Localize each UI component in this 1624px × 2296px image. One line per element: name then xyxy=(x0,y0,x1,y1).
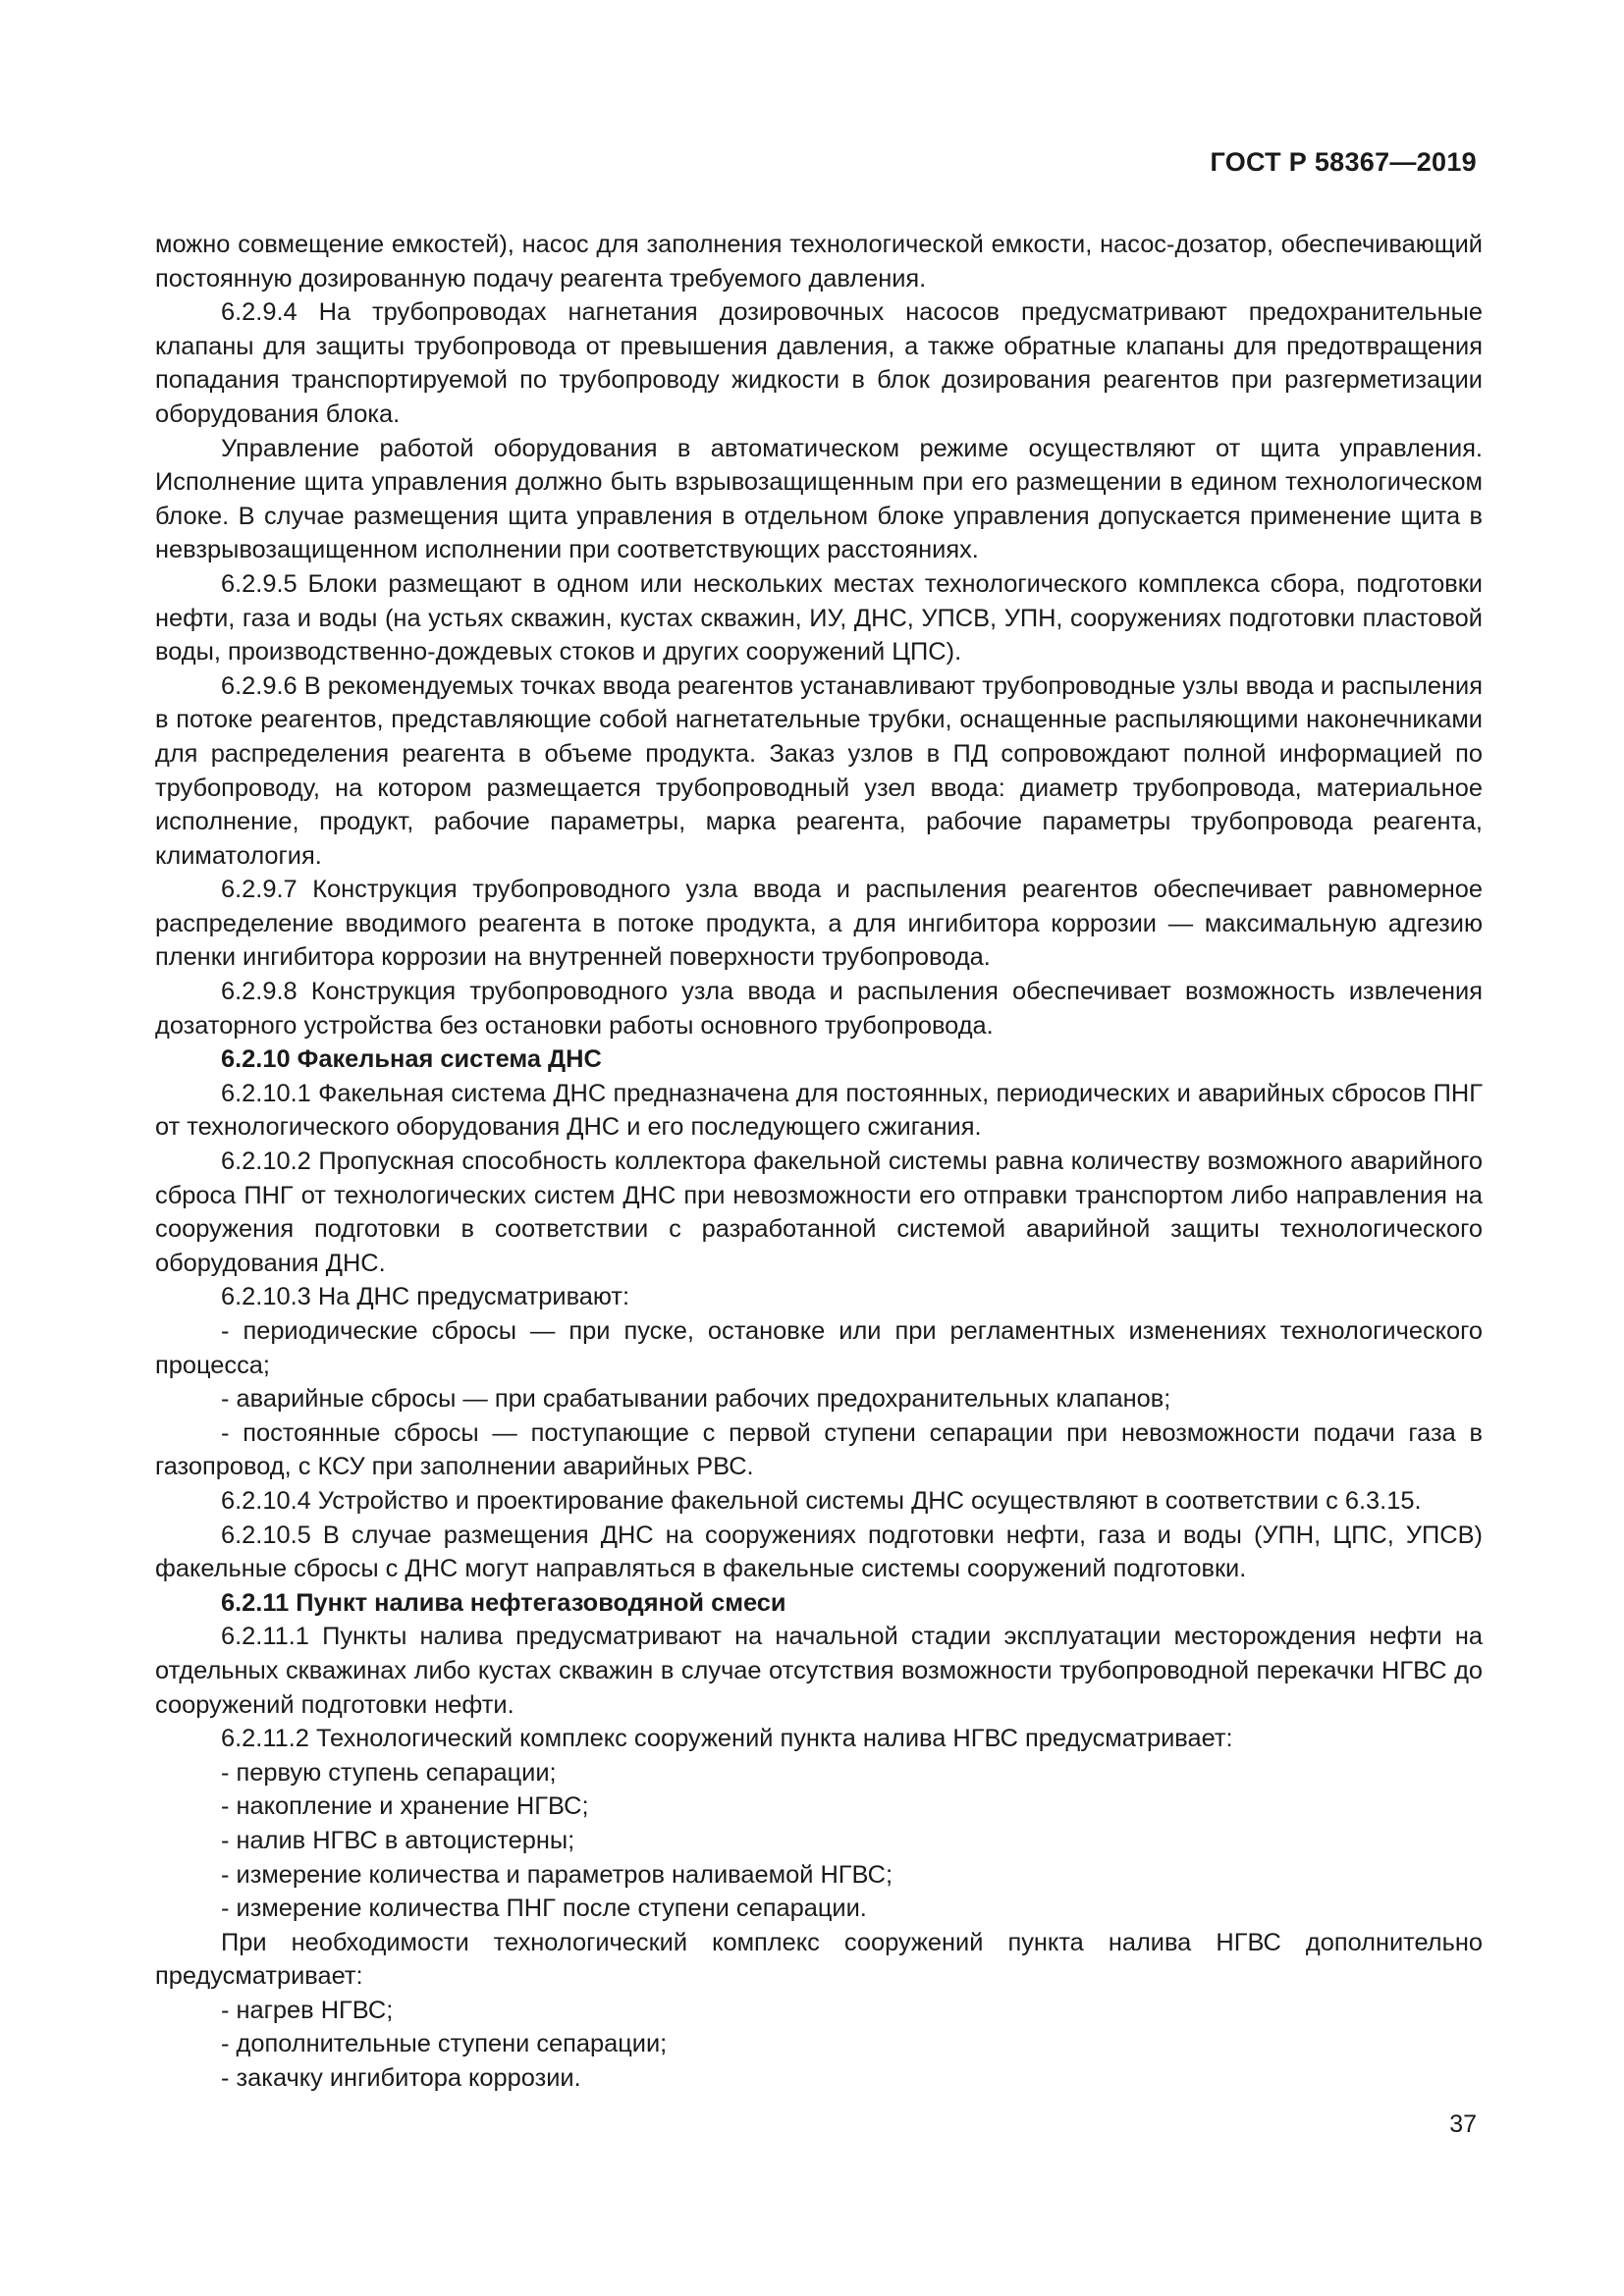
paragraph: 6.2.10.2 Пропускная способность коллектора факельной системы равна количеству возможного аварийного сброса ПНГ от технологических систем ДНС при невозможности его отправки транспортом либо направления на сооружения подготовки в соответствии с разработанной системой аварийной защиты технологического оборудования ДНС. xyxy=(155,1148,1483,1277)
list-item: - измерение количества и параметров наливаемой НГВС; xyxy=(221,1860,893,1889)
section-heading: 6.2.10 Факельная система ДНС xyxy=(221,1045,602,1074)
list-item: - измерение количества ПНГ после ступени сепарации. xyxy=(221,1895,867,1923)
section-heading: 6.2.11 Пункт налива нефтегазоводяной смеси xyxy=(221,1588,786,1617)
page-number: 37 xyxy=(1449,2110,1477,2138)
list-item: - первую ступень сепарации; xyxy=(221,1758,557,1787)
paragraph: 6.2.9.4 На трубопроводах нагнетания дозировочных насосов предусматривают предохранительные клапаны для защиты трубопровода от превышения давления, а также обратные клапаны для предотвращения попадания транспортируемой по трубопроводу жидкости в блок дозирования реагентов при разгерметизации оборудования блока. xyxy=(155,298,1483,428)
paragraph: 6.2.10.3 На ДНС предусматривают: xyxy=(221,1283,630,1311)
list-item: - периодические сбросы — при пуске, остановке или при регламентных изменениях технологического процесса; xyxy=(155,1317,1483,1379)
list-item: - аварийные сбросы — при срабатывании рабочих предохранительных клапанов; xyxy=(221,1385,1171,1414)
paragraph: 6.2.9.6 В рекомендуемых точках ввода реагентов устанавливают трубопроводные узлы ввода и распыления в потоке реагентов, представляющие собой нагнетательные трубки, оснащенные распыляющими наконечниками для распределения реагента в объеме продукта. Заказ узлов в ПД сопровождают полной информацией по трубопроводу, на котором размещается трубопроводный узел ввода: диаметр трубопровода, материальное исполнение, продукт, рабочие параметры, марка реагента, рабочие параметры трубопровода реагента, климатология. xyxy=(155,671,1483,870)
paragraph: 6.2.10.5 В случае размещения ДНС на сооружениях подготовки нефти, газа и воды (УПН, ЦПС, УПСВ) факельные сбросы с ДНС могут направляться в факельные системы сооружений подготовки. xyxy=(155,1521,1483,1583)
paragraph: 6.2.9.7 Конструкция трубопроводного узла ввода и распыления реагентов обеспечивает равномерное распределение вводимого реагента в потоке продукта, а для ингибитора коррозии — максимальную адгезию пленки ингибитора коррозии на внутренней поверхности трубопровода. xyxy=(155,876,1483,972)
paragraph: 6.2.11.2 Технологический комплекс сооружений пункта налива НГВС предусматривает: xyxy=(221,1725,1233,1753)
paragraph: можно совмещение емкостей), насос для заполнения технологической емкости, насос-дозатор, обеспечивающий постоянную дозированную подачу реагента требуемого давления. xyxy=(155,231,1483,293)
document-code-header: ГОСТ Р 58367—2019 xyxy=(1210,147,1477,177)
document-body xyxy=(155,228,1483,2096)
list-item: - дополнительные ступени сепарации; xyxy=(221,2030,668,2058)
paragraph: Управление работой оборудования в автоматическом режиме осуществляют от щита управления. Исполнение щита управления должно быть взрывозащищенным при его размещении в едином технологическом блоке. В случае размещения щита управления в отдельном блоке управления допускается применение щита в невзрывозащищенном исполнении при соответствующих расстояниях. xyxy=(155,434,1483,564)
paragraph: 6.2.11.1 Пункты налива предусматривают на начальной стадии эксплуатации месторождения нефти на отдельных скважинах либо кустах скважин в случае отсутствия возможности трубопроводной перекачки НГВС до сооружений подготовки нефти. xyxy=(155,1623,1483,1719)
list-item: - закачку ингибитора коррозии. xyxy=(221,2064,581,2093)
list-item: - налив НГВС в автоцистерны; xyxy=(221,1826,575,1854)
paragraph: 6.2.10.4 Устройство и проектирование факельной системы ДНС осуществляют в соответствии с 6.3.15. xyxy=(221,1486,1422,1515)
list-item: - нагрев НГВС; xyxy=(221,1996,394,2024)
list-item: - постоянные сбросы — поступающие с первой ступени сепарации при невозможности подачи газа в газопровод, с КСУ при заполнении аварийных РВС. xyxy=(155,1418,1483,1481)
paragraph: 6.2.9.5 Блоки размещают в одном или нескольких местах технологического комплекса сбора, подготовки нефти, газа и воды (на устьях скважин, кустах скважин, ИУ, ДНС, УПСВ, УПН, сооружениях подготовки пластовой воды, производственно-дождевых стоков и других сооружений ЦПС). xyxy=(155,569,1483,667)
paragraph: 6.2.10.1 Факельная система ДНС предназначена для постоянных, периодических и аварийных сбросов ПНГ от технологического оборудования ДНС и его последующего сжигания. xyxy=(155,1079,1483,1142)
list-item: - накопление и хранение НГВС; xyxy=(221,1792,589,1821)
paragraph: При необходимости технологический комплекс сооружений пункта налива НГВС дополнительно предусматривает: xyxy=(155,1928,1483,1991)
paragraph: 6.2.9.8 Конструкция трубопроводного узла ввода и распыления обеспечивает возможность извлечения дозаторного устройства без остановки работы основного трубопровода. xyxy=(155,978,1483,1040)
